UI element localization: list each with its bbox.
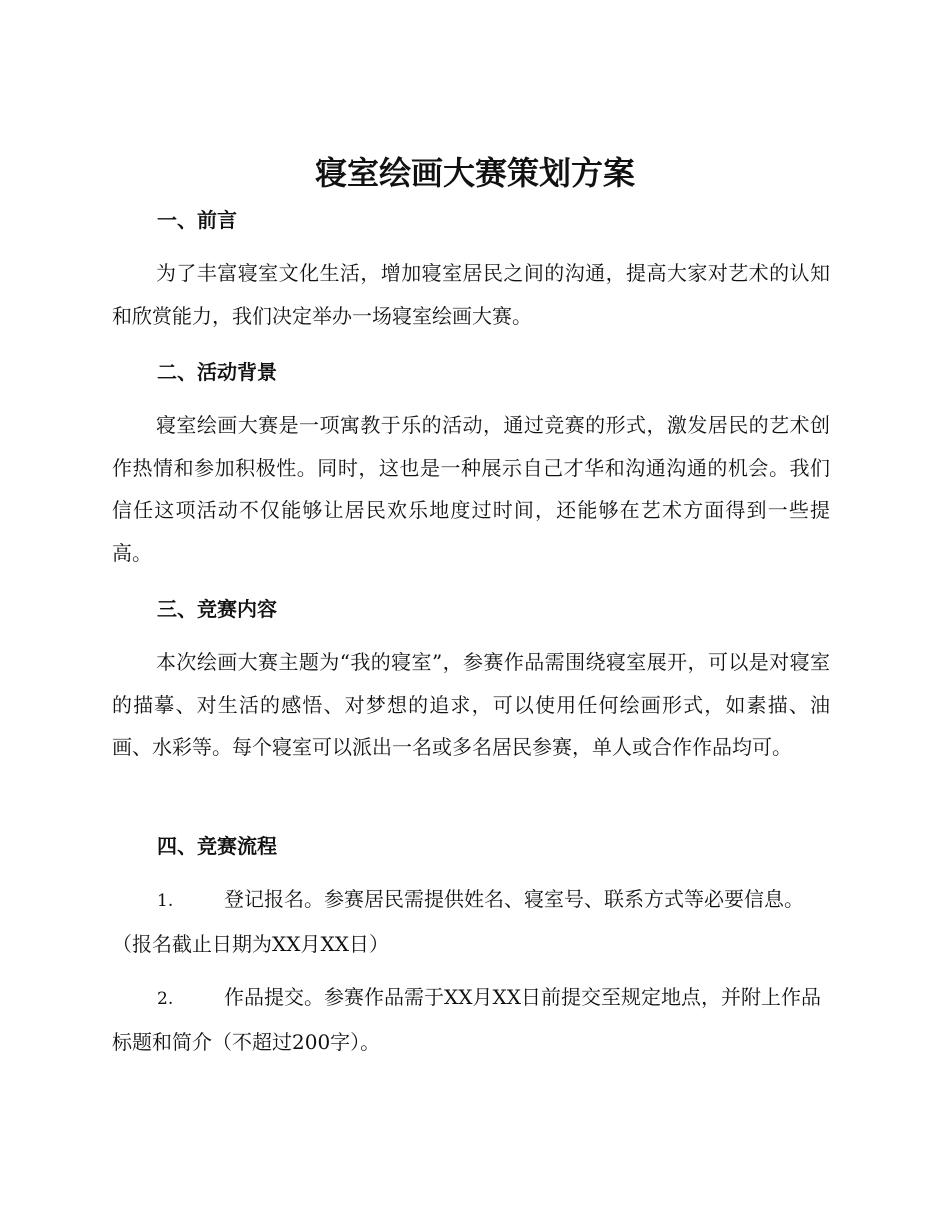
list-item (112, 878, 830, 965)
section-paragraph-contest-content: 本次绘画大赛主题为“我的寝室”，参赛作品需围绕寝室展开，可以是对寝室的描摹、对生活的感悟、对梦想的追求，可以使用任何绘画形式，如素描、油画、水彩等。每个寝室可以派出一名或多名居民参赛，单人或合作作品均可。 (112, 650, 830, 759)
document-title: 寝室绘画大赛策划方案 (314, 154, 635, 192)
section-heading-preface: 一、前言 (157, 208, 237, 232)
section-heading-contest-process: 四、竞赛流程 (157, 834, 277, 858)
section-heading-contest-content: 三、竞赛内容 (157, 597, 277, 621)
list-item-number: 2. (157, 989, 174, 1009)
section-paragraph-preface: 为了丰富寝室文化生活，增加寝室居民之间的沟通，提高大家对艺术的认知和欣赏能力，我们决定举办一场寝室绘画大赛。 (112, 261, 830, 328)
section-paragraph-background: 寝室绘画大赛是一项寓教于乐的活动，通过竞赛的形式，激发居民的艺术创作热情和参加积极性。同时，这也是一种展示自己才华和沟通沟通的机会。我们信任这项活动不仅能够让居民欢乐地度过时间，还能够在艺术方面得到一些提高。 (112, 413, 830, 565)
list-item-text: 作品提交。参赛作品需于XX月XX日前提交至规定地点，并附上作品标题和简介（不超过200字）。 (112, 985, 821, 1054)
list-item-number: 1. (157, 891, 174, 911)
section-heading-background: 二、活动背景 (157, 360, 277, 384)
list-item (112, 976, 830, 1063)
list-item-text: 登记报名。参赛居民需提供姓名、寝室号、联系方式等必要信息。（报名截止日期为XX月XX日） (112, 887, 804, 956)
